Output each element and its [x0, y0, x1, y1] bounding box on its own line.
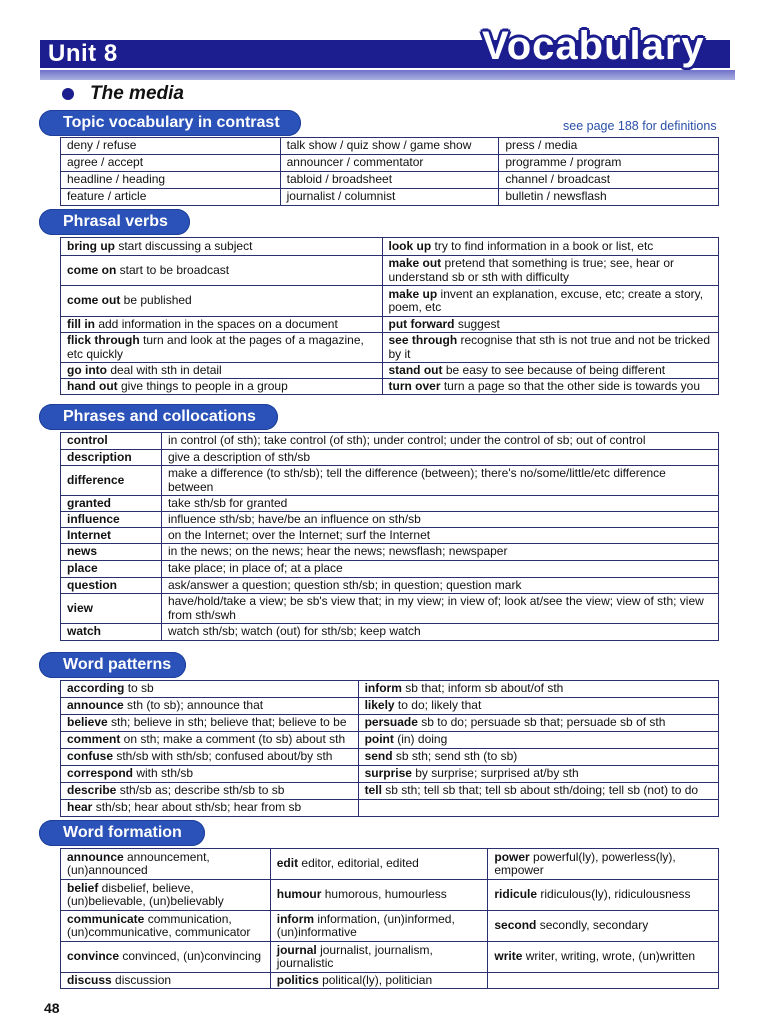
headword: inform: [276, 911, 315, 926]
table-row: [61, 528, 719, 544]
definition: give things to people in a group: [117, 378, 288, 393]
definition: ridiculous(ly), ridiculousness: [537, 887, 691, 902]
table-row: [61, 172, 719, 189]
headword: point: [364, 732, 394, 747]
table-cell: bulletin / newsflash: [499, 189, 719, 206]
table-cell: [270, 880, 488, 911]
table-cell: [61, 681, 359, 698]
table-cell: [61, 942, 271, 973]
table-cell: [61, 286, 383, 317]
definition: to do; likely that: [394, 698, 482, 713]
headword: bring up: [67, 238, 115, 253]
definition: be easy to see because of being different: [442, 362, 666, 377]
table-cell: [358, 681, 718, 698]
definition: suggest: [454, 316, 500, 331]
headword: confuse: [67, 749, 114, 764]
table-row: [61, 333, 719, 363]
definition: with sth/sb: [133, 766, 194, 781]
table-row: [61, 749, 719, 766]
headword: surprise: [364, 766, 412, 781]
table-cell: [61, 466, 162, 496]
table-cell: [358, 732, 718, 749]
topic-title: The media: [90, 83, 184, 104]
table-cell: deny / refuse: [61, 138, 281, 155]
table-row: [61, 942, 719, 973]
table-row: [61, 561, 719, 578]
phrasal-verbs-table: [60, 237, 719, 395]
table-cell: ask/answer a question; question sth/sb; in question; question mark: [161, 578, 718, 594]
table-cell: [382, 363, 719, 379]
definition: sth/sb; hear about sth/sb; hear from sb: [92, 800, 302, 815]
headword: news: [67, 544, 98, 559]
table-row: [61, 715, 719, 732]
headword: journal: [276, 942, 317, 957]
table-row: [61, 783, 719, 800]
table-cell: in the news; on the news; hear the news; newsflash; newspaper: [161, 544, 718, 561]
headword: according: [67, 681, 125, 696]
table-cell: talk show / quiz show / game show: [280, 138, 499, 155]
table-row: [61, 450, 719, 466]
table-cell: [61, 317, 383, 333]
table-cell: [488, 973, 719, 989]
table-cell: [61, 238, 383, 256]
tab-word-patterns: Word patterns: [39, 652, 186, 678]
table-cell: [61, 363, 383, 379]
definition: disbelief, believe, (un)believable, (un)believably: [67, 880, 224, 908]
table-cell: [382, 379, 719, 395]
headword: describe: [67, 783, 117, 798]
definition: sth/sb as; describe sth/sb to sb: [116, 783, 285, 798]
headword: see through: [388, 333, 458, 347]
headword: second: [494, 918, 537, 933]
table-row: [61, 973, 719, 989]
headword: ridicule: [494, 887, 538, 902]
definition: sth/sb with sth/sb; confused about/by sth: [113, 749, 333, 764]
definition: editor, editorial, edited: [298, 856, 419, 871]
table-cell: [61, 433, 162, 450]
tab-word-formation: Word formation: [39, 820, 205, 846]
table-row: [61, 578, 719, 594]
table-row: [61, 496, 719, 512]
headword: fill in: [67, 316, 95, 331]
table-row: [61, 681, 719, 698]
headword: convince: [67, 949, 120, 964]
table-cell: [358, 783, 718, 800]
headword: likely: [364, 698, 395, 713]
table-row: [61, 800, 719, 817]
definition: be published: [120, 293, 192, 308]
table-cell: [270, 849, 488, 880]
definition: recognise that sth is not true and not be tricked by it: [388, 333, 710, 361]
table-cell: [61, 783, 359, 800]
table-cell: channel / broadcast: [499, 172, 719, 189]
headword: comment: [67, 732, 121, 747]
table-cell: [61, 544, 162, 561]
headword: announce: [67, 698, 124, 713]
table-cell: agree / accept: [61, 155, 281, 172]
table-cell: [61, 333, 383, 363]
table-cell: [488, 880, 719, 911]
table-cell: have/hold/take a view; be sb's view that; in my view; in view of; look at/see the view; view of sth; view from sth/swh: [161, 594, 718, 624]
table-row: [61, 238, 719, 256]
definition: start discussing a subject: [115, 238, 253, 253]
definition: journalist, journalism, journalistic: [276, 942, 433, 970]
table-row: [61, 766, 719, 783]
table-row: [61, 594, 719, 624]
headword: watch: [67, 624, 102, 639]
headword: look up: [388, 238, 432, 253]
headword: question: [67, 577, 117, 592]
table-cell: take sth/sb for granted: [161, 496, 718, 512]
definition: convinced, (un)convincing: [119, 949, 262, 964]
tab-phrases-collocations: Phrases and collocations: [39, 404, 278, 430]
headword: discuss: [67, 972, 112, 987]
headword: send: [364, 749, 393, 764]
headword: flick through: [67, 333, 140, 347]
table-cell: [61, 880, 271, 911]
table-cell: give a description of sth/sb: [161, 450, 718, 466]
table-cell: make a difference (to sth/sb); tell the difference (between); there's no/some/little/etc difference between: [161, 466, 718, 496]
table-cell: [270, 911, 488, 942]
table-cell: [382, 333, 719, 363]
table-row: [61, 286, 719, 317]
headword: edit: [276, 856, 299, 871]
table-cell: [61, 256, 383, 286]
headword: correspond: [67, 766, 134, 781]
table-cell: tabloid / broadsheet: [280, 172, 499, 189]
table-row: [61, 363, 719, 379]
table-row: [61, 544, 719, 561]
table-cell: [61, 800, 359, 817]
phrases-table: [60, 432, 719, 641]
topic-vocabulary-table: [60, 137, 719, 206]
table-cell: [382, 286, 719, 317]
table-row: [61, 189, 719, 206]
headword: politics: [276, 972, 319, 987]
table-cell: [61, 578, 162, 594]
headword: believe: [67, 715, 108, 730]
definition: secondly, secondary: [536, 918, 649, 933]
table-row: [61, 732, 719, 749]
table-row: [61, 880, 719, 911]
word-formation-table: [60, 848, 719, 989]
definition: sb to do; persuade sb that; persuade sb of sth: [417, 715, 666, 730]
page-number: 48: [44, 1000, 60, 1016]
definitions-note: see page 188 for definitions: [563, 119, 717, 133]
table-cell: journalist / columnist: [280, 189, 499, 206]
headword: granted: [67, 495, 112, 510]
definition: (in) doing: [393, 732, 448, 747]
table-cell: [358, 715, 718, 732]
headword: communicate: [67, 911, 145, 926]
definition: to sb: [124, 681, 154, 696]
headword: announce: [67, 849, 124, 864]
table-cell: [61, 698, 359, 715]
headword: power: [494, 849, 530, 864]
table-cell: [382, 317, 719, 333]
headword: put forward: [388, 316, 455, 331]
table-row: [61, 155, 719, 172]
table-cell: [61, 766, 359, 783]
unit-title: Unit 8: [48, 40, 118, 67]
headword: difference: [67, 472, 125, 487]
definition: on sth; make a comment (to sb) about sth: [120, 732, 346, 747]
table-cell: press / media: [499, 138, 719, 155]
table-cell: [488, 911, 719, 942]
table-cell: programme / program: [499, 155, 719, 172]
headword: description: [67, 449, 132, 464]
table-cell: [270, 942, 488, 973]
definition: communication, (un)communicative, communicator: [67, 911, 251, 939]
definition: sb that; inform sb about/of sth: [401, 681, 564, 696]
table-cell: influence sth/sb; have/be an influence on sth/sb: [161, 512, 718, 528]
headword: influence: [67, 511, 120, 526]
tab-phrasal-verbs: Phrasal verbs: [39, 209, 190, 235]
table-cell: [270, 973, 488, 989]
definition: deal with sth in detail: [106, 362, 222, 377]
table-cell: watch sth/sb; watch (out) for sth/sb; keep watch: [161, 624, 718, 641]
definition: discussion: [111, 972, 172, 987]
table-cell: [61, 528, 162, 544]
table-row: [61, 317, 719, 333]
headword: hear: [67, 800, 93, 815]
definition: turn a page so that the other side is towards you: [440, 378, 701, 393]
headword: come on: [67, 262, 117, 277]
definition: turn and look at the pages of a magazine, etc quickly: [67, 333, 364, 361]
headword: tell: [364, 783, 382, 798]
headword: humour: [276, 887, 322, 902]
definition: sth (to sb); announce that: [123, 698, 264, 713]
table-cell: announcer / commentator: [280, 155, 499, 172]
table-cell: feature / article: [61, 189, 281, 206]
table-cell: [61, 496, 162, 512]
definition: sth; believe in sth; believe that; believe to be: [107, 715, 347, 730]
headword: stand out: [388, 362, 443, 377]
table-cell: [61, 512, 162, 528]
table-cell: [382, 238, 719, 256]
table-row: [61, 849, 719, 880]
word-patterns-table: [60, 680, 719, 817]
table-cell: take place; in place of; at a place: [161, 561, 718, 578]
table-row: [61, 466, 719, 496]
headword: persuade: [364, 715, 418, 730]
table-row: [61, 379, 719, 395]
headword: come out: [67, 293, 121, 308]
table-cell: in control (of sth); take control (of sth); under control; under the control of sb; out of control: [161, 433, 718, 450]
header-underline: [40, 70, 735, 80]
table-cell: on the Internet; over the Internet; surf the Internet: [161, 528, 718, 544]
definition: information, (un)informed, (un)informative: [276, 911, 455, 939]
definition: start to be broadcast: [116, 262, 230, 277]
table-cell: [61, 911, 271, 942]
definition: invent an explanation, excuse, etc; create a story, poem, etc: [388, 286, 704, 314]
definition: humorous, humourless: [321, 887, 447, 902]
definition: by surprise; surprised at/by sth: [411, 766, 579, 781]
table-row: [61, 256, 719, 286]
definition: sb sth; tell sb that; tell sb about sth/doing; tell sb (not) to do: [381, 783, 699, 798]
headword: make out: [388, 256, 442, 270]
definition: writer, writing, wrote, (un)written: [522, 949, 696, 964]
table-cell: [61, 749, 359, 766]
definition: pretend that something is true; see, hear or understand sb or sth with difficulty: [388, 256, 674, 284]
definition: add information in the spaces on a document: [95, 316, 338, 331]
table-cell: [358, 698, 718, 715]
table-cell: [358, 766, 718, 783]
headword: belief: [67, 880, 99, 895]
table-cell: [61, 715, 359, 732]
headword: go into: [67, 362, 107, 377]
headword: inform: [364, 681, 402, 696]
table-cell: [61, 594, 162, 624]
table-cell: [358, 749, 718, 766]
definition: political(ly), politician: [318, 972, 433, 987]
table-row: [61, 698, 719, 715]
definition: announcement, (un)announced: [67, 849, 210, 877]
table-cell: [61, 849, 271, 880]
table-row: [61, 512, 719, 528]
headword: make up: [388, 286, 438, 301]
table-cell: [488, 942, 719, 973]
definition: sb sth; send sth (to sb): [392, 749, 518, 764]
table-cell: [358, 800, 718, 817]
table-row: [61, 138, 719, 155]
table-cell: [61, 973, 271, 989]
bullet-icon: [62, 88, 74, 100]
table-row: [61, 624, 719, 641]
headword: turn over: [388, 378, 441, 393]
table-cell: [61, 732, 359, 749]
definition: try to find information in a book or list, etc: [431, 238, 654, 253]
table-cell: [382, 256, 719, 286]
table-cell: [61, 624, 162, 641]
tab-topic-vocabulary: Topic vocabulary in contrast: [39, 110, 301, 136]
definition: powerful(ly), powerless(ly), empower: [494, 849, 676, 877]
section-title: Vocabulary: [482, 24, 705, 68]
table-cell: [61, 561, 162, 578]
table-row: [61, 911, 719, 942]
headword: Internet: [67, 527, 112, 542]
table-cell: [61, 450, 162, 466]
headword: write: [494, 949, 523, 964]
headword: place: [67, 561, 98, 576]
table-cell: [61, 379, 383, 395]
headword: view: [67, 600, 94, 615]
table-cell: headline / heading: [61, 172, 281, 189]
table-cell: [488, 849, 719, 880]
table-row: [61, 433, 719, 450]
headword: hand out: [67, 378, 118, 393]
headword: control: [67, 433, 108, 448]
